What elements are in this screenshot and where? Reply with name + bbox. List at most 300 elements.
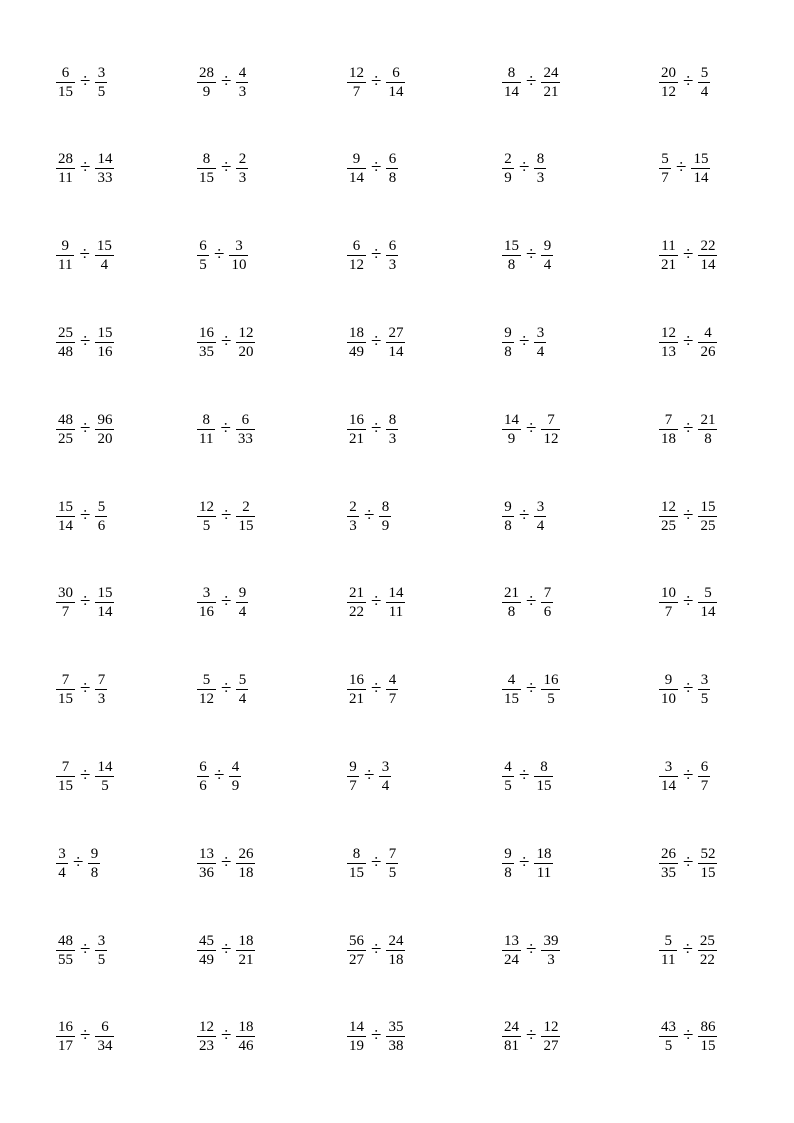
division-problem bbox=[197, 494, 255, 538]
denominator: 3 bbox=[388, 257, 397, 274]
numerator: 4 bbox=[507, 672, 516, 689]
denominator: 48 bbox=[58, 343, 73, 360]
numerator: 12 bbox=[349, 64, 364, 81]
numerator: 8 bbox=[352, 845, 361, 862]
denominator: 3 bbox=[349, 517, 357, 534]
division-sign: ÷ bbox=[221, 70, 232, 92]
denominator: 6 bbox=[199, 777, 207, 794]
denominator: 3 bbox=[238, 83, 247, 100]
fraction-a bbox=[197, 671, 216, 708]
denominator: 9 bbox=[507, 430, 516, 447]
fraction-a bbox=[197, 845, 216, 882]
numerator: 16 bbox=[58, 1019, 73, 1036]
denominator: 11 bbox=[388, 604, 404, 621]
fraction-a bbox=[56, 411, 75, 448]
fraction-a bbox=[659, 584, 678, 621]
division-problem bbox=[347, 407, 398, 451]
denominator: 11 bbox=[661, 951, 676, 968]
numerator: 7 bbox=[97, 672, 106, 689]
numerator: 27 bbox=[388, 324, 404, 341]
numerator: 43 bbox=[661, 1019, 676, 1036]
denominator: 7 bbox=[349, 777, 357, 794]
division-problem bbox=[659, 581, 717, 625]
fraction-b bbox=[541, 671, 560, 708]
fraction-b bbox=[698, 411, 717, 448]
division-sign: ÷ bbox=[683, 330, 694, 352]
denominator: 8 bbox=[504, 864, 512, 881]
denominator: 5 bbox=[547, 691, 555, 708]
division-sign: ÷ bbox=[214, 764, 225, 786]
fraction-b bbox=[698, 584, 717, 621]
denominator: 4 bbox=[58, 864, 66, 881]
numerator: 6 bbox=[700, 758, 709, 775]
fraction-b bbox=[236, 498, 255, 535]
fraction-a bbox=[347, 237, 366, 274]
division-problem bbox=[197, 581, 248, 625]
fraction-b bbox=[541, 932, 560, 969]
fraction-b bbox=[698, 671, 710, 708]
numerator: 5 bbox=[700, 64, 709, 81]
denominator: 27 bbox=[349, 951, 364, 968]
division-problem bbox=[347, 320, 405, 364]
denominator: 4 bbox=[543, 257, 552, 274]
numerator: 6 bbox=[61, 64, 70, 81]
denominator: 14 bbox=[388, 343, 404, 360]
fraction-a bbox=[347, 932, 366, 969]
division-problem bbox=[659, 234, 717, 278]
fraction-a bbox=[347, 324, 366, 361]
division-problem bbox=[659, 147, 710, 191]
fraction-a bbox=[502, 932, 521, 969]
fraction-b bbox=[534, 758, 553, 795]
numerator: 18 bbox=[238, 1019, 254, 1036]
denominator: 5 bbox=[388, 864, 397, 881]
division-problem bbox=[56, 147, 114, 191]
fraction-a bbox=[502, 758, 514, 795]
denominator: 8 bbox=[504, 343, 512, 360]
division-problem bbox=[347, 494, 391, 538]
denominator: 5 bbox=[202, 517, 211, 534]
fraction-a bbox=[56, 324, 75, 361]
numerator: 3 bbox=[664, 758, 673, 775]
numerator: 48 bbox=[58, 411, 73, 428]
numerator: 45 bbox=[199, 932, 214, 949]
division-sign: ÷ bbox=[683, 504, 694, 526]
division-sign: ÷ bbox=[371, 678, 382, 700]
fraction-a bbox=[347, 1018, 366, 1055]
division-problem bbox=[197, 60, 248, 104]
fraction-b bbox=[386, 150, 398, 187]
denominator: 18 bbox=[238, 864, 254, 881]
fraction-b bbox=[386, 324, 405, 361]
denominator: 14 bbox=[693, 170, 709, 187]
numerator: 56 bbox=[349, 932, 364, 949]
denominator: 3 bbox=[238, 170, 247, 187]
division-problem bbox=[659, 407, 717, 451]
fraction-a bbox=[197, 584, 216, 621]
denominator: 8 bbox=[504, 517, 512, 534]
fraction-a bbox=[347, 584, 366, 621]
numerator: 9 bbox=[349, 758, 357, 775]
denominator: 3 bbox=[388, 430, 397, 447]
division-sign: ÷ bbox=[221, 851, 232, 873]
denominator: 4 bbox=[381, 777, 390, 794]
numerator: 15 bbox=[504, 238, 519, 255]
division-problem bbox=[56, 668, 107, 712]
numerator: 7 bbox=[664, 411, 673, 428]
numerator: 15 bbox=[96, 238, 112, 255]
numerator: 6 bbox=[199, 238, 207, 255]
fraction-b bbox=[386, 584, 405, 621]
fraction-b bbox=[698, 845, 717, 882]
numerator: 9 bbox=[543, 238, 552, 255]
numerator: 9 bbox=[61, 238, 69, 255]
denominator: 49 bbox=[349, 343, 364, 360]
fraction-a bbox=[347, 671, 366, 708]
denominator: 25 bbox=[700, 517, 716, 534]
numerator: 21 bbox=[700, 411, 716, 428]
denominator: 15 bbox=[349, 864, 364, 881]
numerator: 18 bbox=[536, 845, 552, 862]
denominator: 20 bbox=[238, 343, 254, 360]
division-problem bbox=[659, 320, 717, 364]
division-problem bbox=[197, 147, 248, 191]
denominator: 16 bbox=[199, 604, 214, 621]
fraction-a bbox=[347, 411, 366, 448]
numerator: 26 bbox=[661, 845, 676, 862]
numerator: 4 bbox=[504, 758, 512, 775]
denominator: 14 bbox=[700, 604, 716, 621]
fraction-b bbox=[541, 237, 553, 274]
numerator: 52 bbox=[700, 845, 716, 862]
division-sign: ÷ bbox=[80, 938, 91, 960]
numerator: 16 bbox=[199, 324, 214, 341]
denominator: 25 bbox=[58, 430, 73, 447]
division-problem bbox=[56, 581, 114, 625]
numerator: 15 bbox=[97, 324, 113, 341]
division-problem bbox=[347, 581, 405, 625]
denominator: 7 bbox=[352, 83, 361, 100]
fraction-b bbox=[379, 498, 391, 535]
numerator: 8 bbox=[388, 411, 397, 428]
numerator: 2 bbox=[238, 151, 247, 168]
denominator: 19 bbox=[349, 1038, 364, 1055]
numerator: 4 bbox=[238, 64, 247, 81]
numerator: 3 bbox=[536, 498, 545, 515]
division-problem bbox=[56, 928, 107, 972]
fraction-a bbox=[502, 845, 514, 882]
division-problem bbox=[502, 147, 546, 191]
denominator: 23 bbox=[199, 1038, 214, 1055]
numerator: 5 bbox=[202, 672, 211, 689]
numerator: 96 bbox=[97, 411, 113, 428]
numerator: 9 bbox=[504, 845, 512, 862]
division-sign: ÷ bbox=[683, 1025, 694, 1047]
numerator: 12 bbox=[543, 1019, 559, 1036]
fraction-a bbox=[56, 498, 75, 535]
numerator: 25 bbox=[58, 324, 73, 341]
division-sign: ÷ bbox=[519, 504, 530, 526]
division-problem bbox=[502, 581, 553, 625]
division-sign: ÷ bbox=[526, 591, 537, 613]
division-sign: ÷ bbox=[221, 1025, 232, 1047]
denominator: 18 bbox=[661, 430, 676, 447]
numerator: 2 bbox=[349, 498, 357, 515]
division-problem bbox=[502, 407, 560, 451]
fraction-b bbox=[698, 324, 717, 361]
division-sign: ÷ bbox=[221, 157, 232, 179]
fraction-a bbox=[347, 64, 366, 101]
division-sign: ÷ bbox=[526, 938, 537, 960]
numerator: 86 bbox=[700, 1019, 716, 1036]
denominator: 4 bbox=[100, 257, 109, 274]
denominator: 12 bbox=[543, 430, 559, 447]
numerator: 8 bbox=[540, 758, 548, 775]
denominator: 9 bbox=[381, 517, 390, 534]
division-sign: ÷ bbox=[80, 591, 91, 613]
denominator: 4 bbox=[536, 343, 545, 360]
denominator: 6 bbox=[543, 604, 552, 621]
division-sign: ÷ bbox=[683, 764, 694, 786]
division-sign: ÷ bbox=[519, 157, 530, 179]
denominator: 4 bbox=[700, 83, 709, 100]
numerator: 39 bbox=[543, 932, 559, 949]
division-problem bbox=[502, 234, 553, 278]
numerator: 4 bbox=[231, 758, 240, 775]
numerator: 3 bbox=[536, 324, 545, 341]
denominator: 4 bbox=[238, 604, 247, 621]
denominator: 5 bbox=[504, 777, 512, 794]
denominator: 15 bbox=[199, 170, 214, 187]
numerator: 6 bbox=[392, 64, 400, 81]
division-sign: ÷ bbox=[683, 591, 694, 613]
numerator: 8 bbox=[202, 151, 211, 168]
division-problem bbox=[56, 234, 114, 278]
denominator: 12 bbox=[199, 691, 214, 708]
division-problem bbox=[56, 320, 114, 364]
division-problem bbox=[197, 1015, 255, 1059]
fraction-a bbox=[502, 237, 521, 274]
division-sign: ÷ bbox=[80, 157, 91, 179]
numerator: 16 bbox=[349, 672, 364, 689]
numerator: 7 bbox=[61, 672, 70, 689]
denominator: 21 bbox=[349, 430, 364, 447]
fraction-a bbox=[502, 64, 521, 101]
division-problem bbox=[502, 841, 553, 885]
fraction-b bbox=[698, 237, 717, 274]
division-problem bbox=[347, 60, 405, 104]
numerator: 22 bbox=[700, 238, 716, 255]
denominator: 5 bbox=[97, 951, 106, 968]
fraction-a bbox=[659, 411, 678, 448]
division-sign: ÷ bbox=[214, 244, 225, 266]
division-sign: ÷ bbox=[371, 1025, 382, 1047]
division-sign: ÷ bbox=[221, 938, 232, 960]
denominator: 15 bbox=[700, 864, 716, 881]
numerator: 15 bbox=[58, 498, 73, 515]
fraction-a bbox=[197, 237, 209, 274]
fraction-b bbox=[534, 845, 553, 882]
numerator: 16 bbox=[543, 672, 559, 689]
numerator: 6 bbox=[199, 758, 207, 775]
denominator: 7 bbox=[664, 604, 673, 621]
numerator: 48 bbox=[58, 932, 73, 949]
fraction-b bbox=[386, 64, 405, 101]
fraction-b bbox=[236, 671, 248, 708]
denominator: 5 bbox=[101, 777, 109, 794]
numerator: 5 bbox=[704, 585, 712, 602]
denominator: 46 bbox=[238, 1038, 254, 1055]
denominator: 15 bbox=[58, 691, 73, 708]
fraction-b bbox=[95, 758, 114, 795]
division-sign: ÷ bbox=[364, 764, 375, 786]
fraction-b bbox=[386, 411, 398, 448]
division-problem bbox=[659, 494, 717, 538]
fraction-a bbox=[56, 932, 75, 969]
denominator: 5 bbox=[199, 257, 207, 274]
fraction-a bbox=[347, 150, 366, 187]
fraction-b bbox=[236, 1018, 255, 1055]
division-problem bbox=[347, 668, 398, 712]
numerator: 9 bbox=[504, 498, 512, 515]
division-problem bbox=[502, 928, 560, 972]
division-sign: ÷ bbox=[221, 678, 232, 700]
numerator: 7 bbox=[543, 585, 552, 602]
division-sign: ÷ bbox=[371, 244, 382, 266]
denominator: 15 bbox=[536, 777, 552, 794]
division-problem bbox=[659, 928, 717, 972]
numerator: 20 bbox=[661, 64, 676, 81]
denominator: 4 bbox=[536, 517, 545, 534]
fraction-a bbox=[502, 1018, 521, 1055]
division-problem bbox=[56, 841, 100, 885]
fraction-b bbox=[541, 1018, 560, 1055]
division-sign: ÷ bbox=[526, 70, 537, 92]
denominator: 17 bbox=[58, 1038, 73, 1055]
denominator: 8 bbox=[507, 257, 516, 274]
numerator: 4 bbox=[388, 672, 397, 689]
division-problem bbox=[659, 668, 710, 712]
fraction-a bbox=[659, 845, 678, 882]
division-problem bbox=[56, 60, 107, 104]
division-problem bbox=[502, 1015, 560, 1059]
division-sign: ÷ bbox=[221, 504, 232, 526]
denominator: 33 bbox=[237, 430, 253, 447]
fraction-b bbox=[95, 584, 114, 621]
division-problem bbox=[197, 668, 248, 712]
numerator: 9 bbox=[90, 845, 99, 862]
denominator: 5 bbox=[97, 83, 106, 100]
fraction-a bbox=[197, 1018, 216, 1055]
fraction-a bbox=[347, 845, 366, 882]
fraction-b bbox=[229, 758, 241, 795]
division-sign: ÷ bbox=[676, 157, 687, 179]
denominator: 15 bbox=[504, 691, 519, 708]
fraction-b bbox=[698, 1018, 717, 1055]
numerator: 13 bbox=[199, 845, 214, 862]
numerator: 26 bbox=[238, 845, 254, 862]
division-sign: ÷ bbox=[682, 938, 693, 960]
numerator: 24 bbox=[543, 64, 559, 81]
numerator: 4 bbox=[704, 324, 712, 341]
denominator: 7 bbox=[388, 691, 397, 708]
fraction-b bbox=[229, 237, 248, 274]
numerator: 2 bbox=[504, 151, 512, 168]
numerator: 16 bbox=[349, 411, 364, 428]
numerator: 13 bbox=[504, 932, 519, 949]
fraction-b bbox=[236, 845, 255, 882]
fraction-b bbox=[534, 324, 546, 361]
numerator: 12 bbox=[199, 1019, 214, 1036]
fraction-b bbox=[236, 324, 255, 361]
numerator: 9 bbox=[504, 324, 512, 341]
fraction-a bbox=[56, 671, 75, 708]
fraction-a bbox=[56, 845, 68, 882]
division-problem bbox=[659, 1015, 717, 1059]
fraction-a bbox=[197, 758, 209, 795]
numerator: 5 bbox=[661, 151, 669, 168]
numerator: 3 bbox=[97, 64, 106, 81]
numerator: 11 bbox=[661, 238, 676, 255]
division-sign: ÷ bbox=[80, 330, 91, 352]
fraction-a bbox=[659, 150, 671, 187]
numerator: 28 bbox=[199, 64, 214, 81]
fraction-a bbox=[659, 1018, 678, 1055]
denominator: 11 bbox=[58, 257, 73, 274]
division-problem bbox=[347, 928, 405, 972]
denominator: 7 bbox=[700, 777, 709, 794]
division-sign: ÷ bbox=[519, 851, 530, 873]
numerator: 24 bbox=[388, 932, 404, 949]
denominator: 21 bbox=[238, 951, 254, 968]
division-problem bbox=[502, 668, 560, 712]
division-sign: ÷ bbox=[220, 417, 231, 439]
fraction-b bbox=[95, 498, 107, 535]
fraction-b bbox=[541, 584, 553, 621]
division-sign: ÷ bbox=[80, 764, 91, 786]
denominator: 3 bbox=[547, 951, 555, 968]
division-problem bbox=[56, 1015, 114, 1059]
division-problem bbox=[197, 928, 255, 972]
division-sign: ÷ bbox=[371, 938, 382, 960]
fraction-b bbox=[698, 64, 710, 101]
fraction-a bbox=[502, 150, 514, 187]
division-problem bbox=[56, 407, 114, 451]
denominator: 13 bbox=[661, 343, 676, 360]
division-sign: ÷ bbox=[221, 330, 232, 352]
numerator: 7 bbox=[388, 845, 397, 862]
division-sign: ÷ bbox=[371, 851, 382, 873]
numerator: 9 bbox=[352, 151, 361, 168]
denominator: 8 bbox=[507, 604, 516, 621]
denominator: 12 bbox=[661, 83, 676, 100]
division-problem bbox=[347, 1015, 405, 1059]
denominator: 10 bbox=[231, 257, 247, 274]
numerator: 6 bbox=[352, 238, 361, 255]
denominator: 26 bbox=[700, 343, 716, 360]
fraction-a bbox=[502, 498, 514, 535]
fraction-a bbox=[56, 64, 75, 101]
denominator: 9 bbox=[231, 777, 240, 794]
division-problem bbox=[659, 754, 710, 798]
division-problem bbox=[197, 320, 255, 364]
fraction-a bbox=[56, 237, 74, 274]
numerator: 14 bbox=[97, 151, 113, 168]
numerator: 15 bbox=[700, 498, 716, 515]
numerator: 10 bbox=[661, 585, 676, 602]
division-problem bbox=[197, 841, 255, 885]
division-sign: ÷ bbox=[371, 417, 382, 439]
